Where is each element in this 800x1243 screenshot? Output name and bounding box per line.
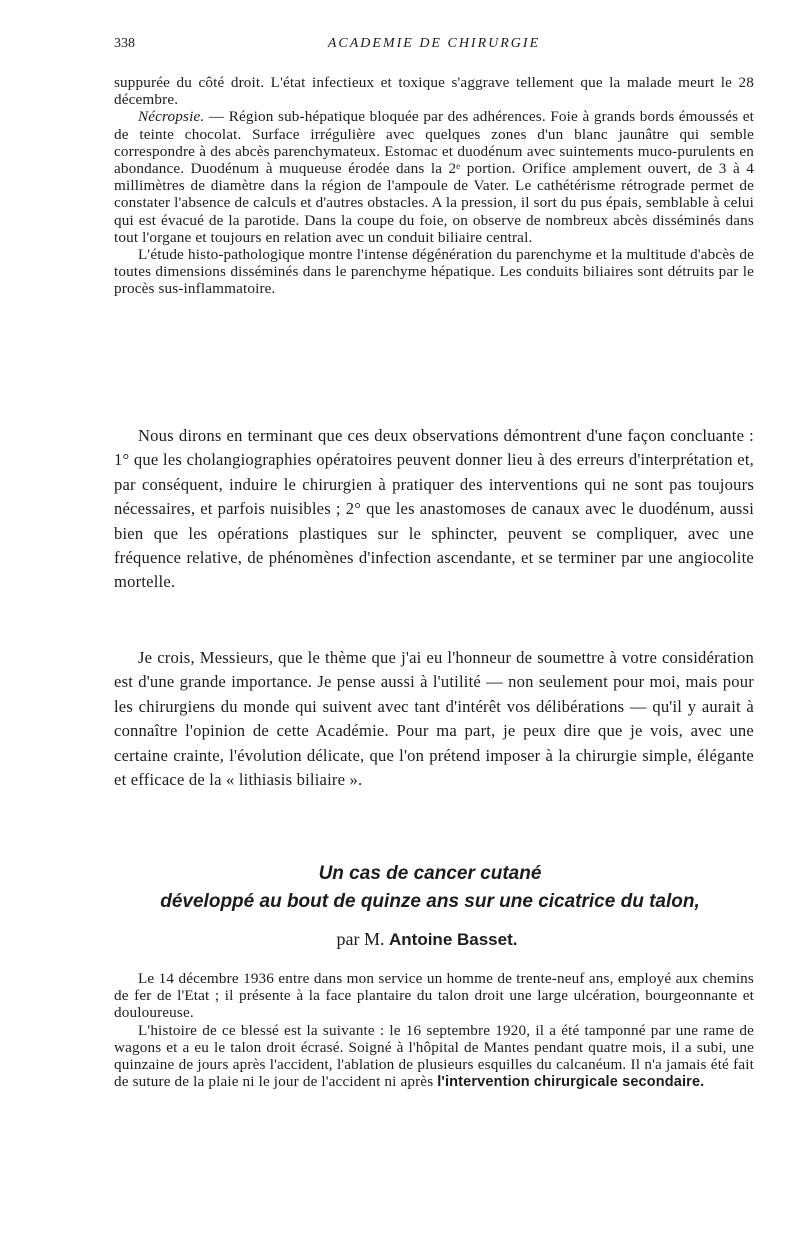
page-number: 338: [114, 36, 135, 51]
journal-title: ACADEMIE DE CHIRURGIE: [327, 36, 541, 51]
paragraph: Nous dirons en terminant que ces deux observations démontrent d'une façon concluante : 1° que les cholangiographies opératoires peuvent donner lieu à des erreurs d'interprétation et, par conséquent, induire le chirurgien à pratiquer des interventions qui ne sont pas toujours nécessaires, et parfois nuisibles ; 2° que les anastomoses de canaux avec le duodénum, aussi bien que les opérations plastiques sur le sphincter, peuvent se compliquer, avec une fréquence relative, de phénomènes d'infection ascendante, et se terminer par une angiocolite mortelle.: [114, 426, 754, 592]
paragraph: [114, 108, 754, 246]
paragraph-text: L'histoire de ce blessé est la suivante : le 16 septembre 1920, il a été tamponné par une rame de wagons et a eu le talon droit écrasé. Soigné à l'hôpital de Mantes pendant quatre mois, il a subi, une quinzaine de jours après l'accident, l'ablation de plusieurs esquilles du calcanéum. Il n'a jamais été fait de suture de la plaie ni le jour de l'accident ni après: [114, 1021, 754, 1091]
necropsy-label: Nécropsie.: [138, 108, 205, 126]
paragraph: [114, 1022, 754, 1092]
paragraph: suppurée du côté droit. L'état infectieux et toxique s'aggrave tellement que la malade meurt le 28 décembre.: [114, 74, 754, 109]
byline: [0, 926, 800, 953]
byline-prefix: par M.: [336, 929, 389, 949]
article-body: [114, 970, 754, 1091]
necropsy-section: [114, 74, 754, 298]
paragraph: Je crois, Messieurs, que le thème que j'ai eu l'honneur de soumettre à votre considération est d'une grande importance. Je pense aussi à l'utilité — non seulement pour moi, mais pour les chirurgiens du monde qui suivent avec tant d'intérêt vos délibérations — qu'il y aurait à connaître l'opinion de cette Académie. Pour ma part, je peux dire que je vois, avec une certaine crainte, l'évolution délicate, que l'on prétend imposer à la chirurgie simple, élégante et efficace de la « lithiasis biliaire ».: [114, 648, 754, 790]
conclusion-paragraph: [114, 424, 754, 595]
article-title-line-1: Un cas de cancer cutané: [318, 863, 542, 884]
paragraph-text: — Région sub-hépatique bloquée par des adhérences. Foie à grands bords émoussés et de teinte chocolat. Surface irrégulière avec quelques zones d'un blanc jaunâtre qui semble correspondre à des abcès parenchymateux. Estomac et duodénum avec suintements muco-purulents en abondance. Duodénum à muqueuse érodée dans la 2ᵉ portion. Orifice amplement ouvert, de 3 à 4 millimètres de diamètre dans la région de l'ampoule de Vater. Le cathétérisme rétrograde permet de constater l'absence de calculs et d'autres obstacles. A la pression, il sort du pus épais, semblable à celui qui est évacué de la parotide. Dans la coupe du foie, on observe de nombreux abcès disséminés dans tout l'organe et toujours en relation avec un conduit biliaire central.: [114, 108, 754, 246]
closing-paragraph: [114, 646, 754, 792]
author-name: Antoine Basset.: [389, 930, 518, 949]
paragraph: Le 14 décembre 1936 entre dans mon service un homme de trente-neuf ans, employé aux chemins de fer de l'Etat ; il présente à la face plantaire du talon droit une large ulcération, bourgeonnante et douloureuse.: [114, 970, 754, 1022]
article-title-line-2: développé au bout de quinze ans sur une cicatrice du talon,: [160, 891, 700, 912]
paragraph: L'étude histo-pathologique montre l'intense dégénération du parenchyme et la multitude d'abcès de toutes dimensions disséminés dans le parenchyme hépatique. Les conduits biliaires sont détruits par le procès sus-inflammatoire.: [114, 246, 754, 298]
paragraph-bold-end: l'intervention chirurgicale secondaire.: [437, 1074, 705, 1091]
running-head: [114, 36, 754, 58]
